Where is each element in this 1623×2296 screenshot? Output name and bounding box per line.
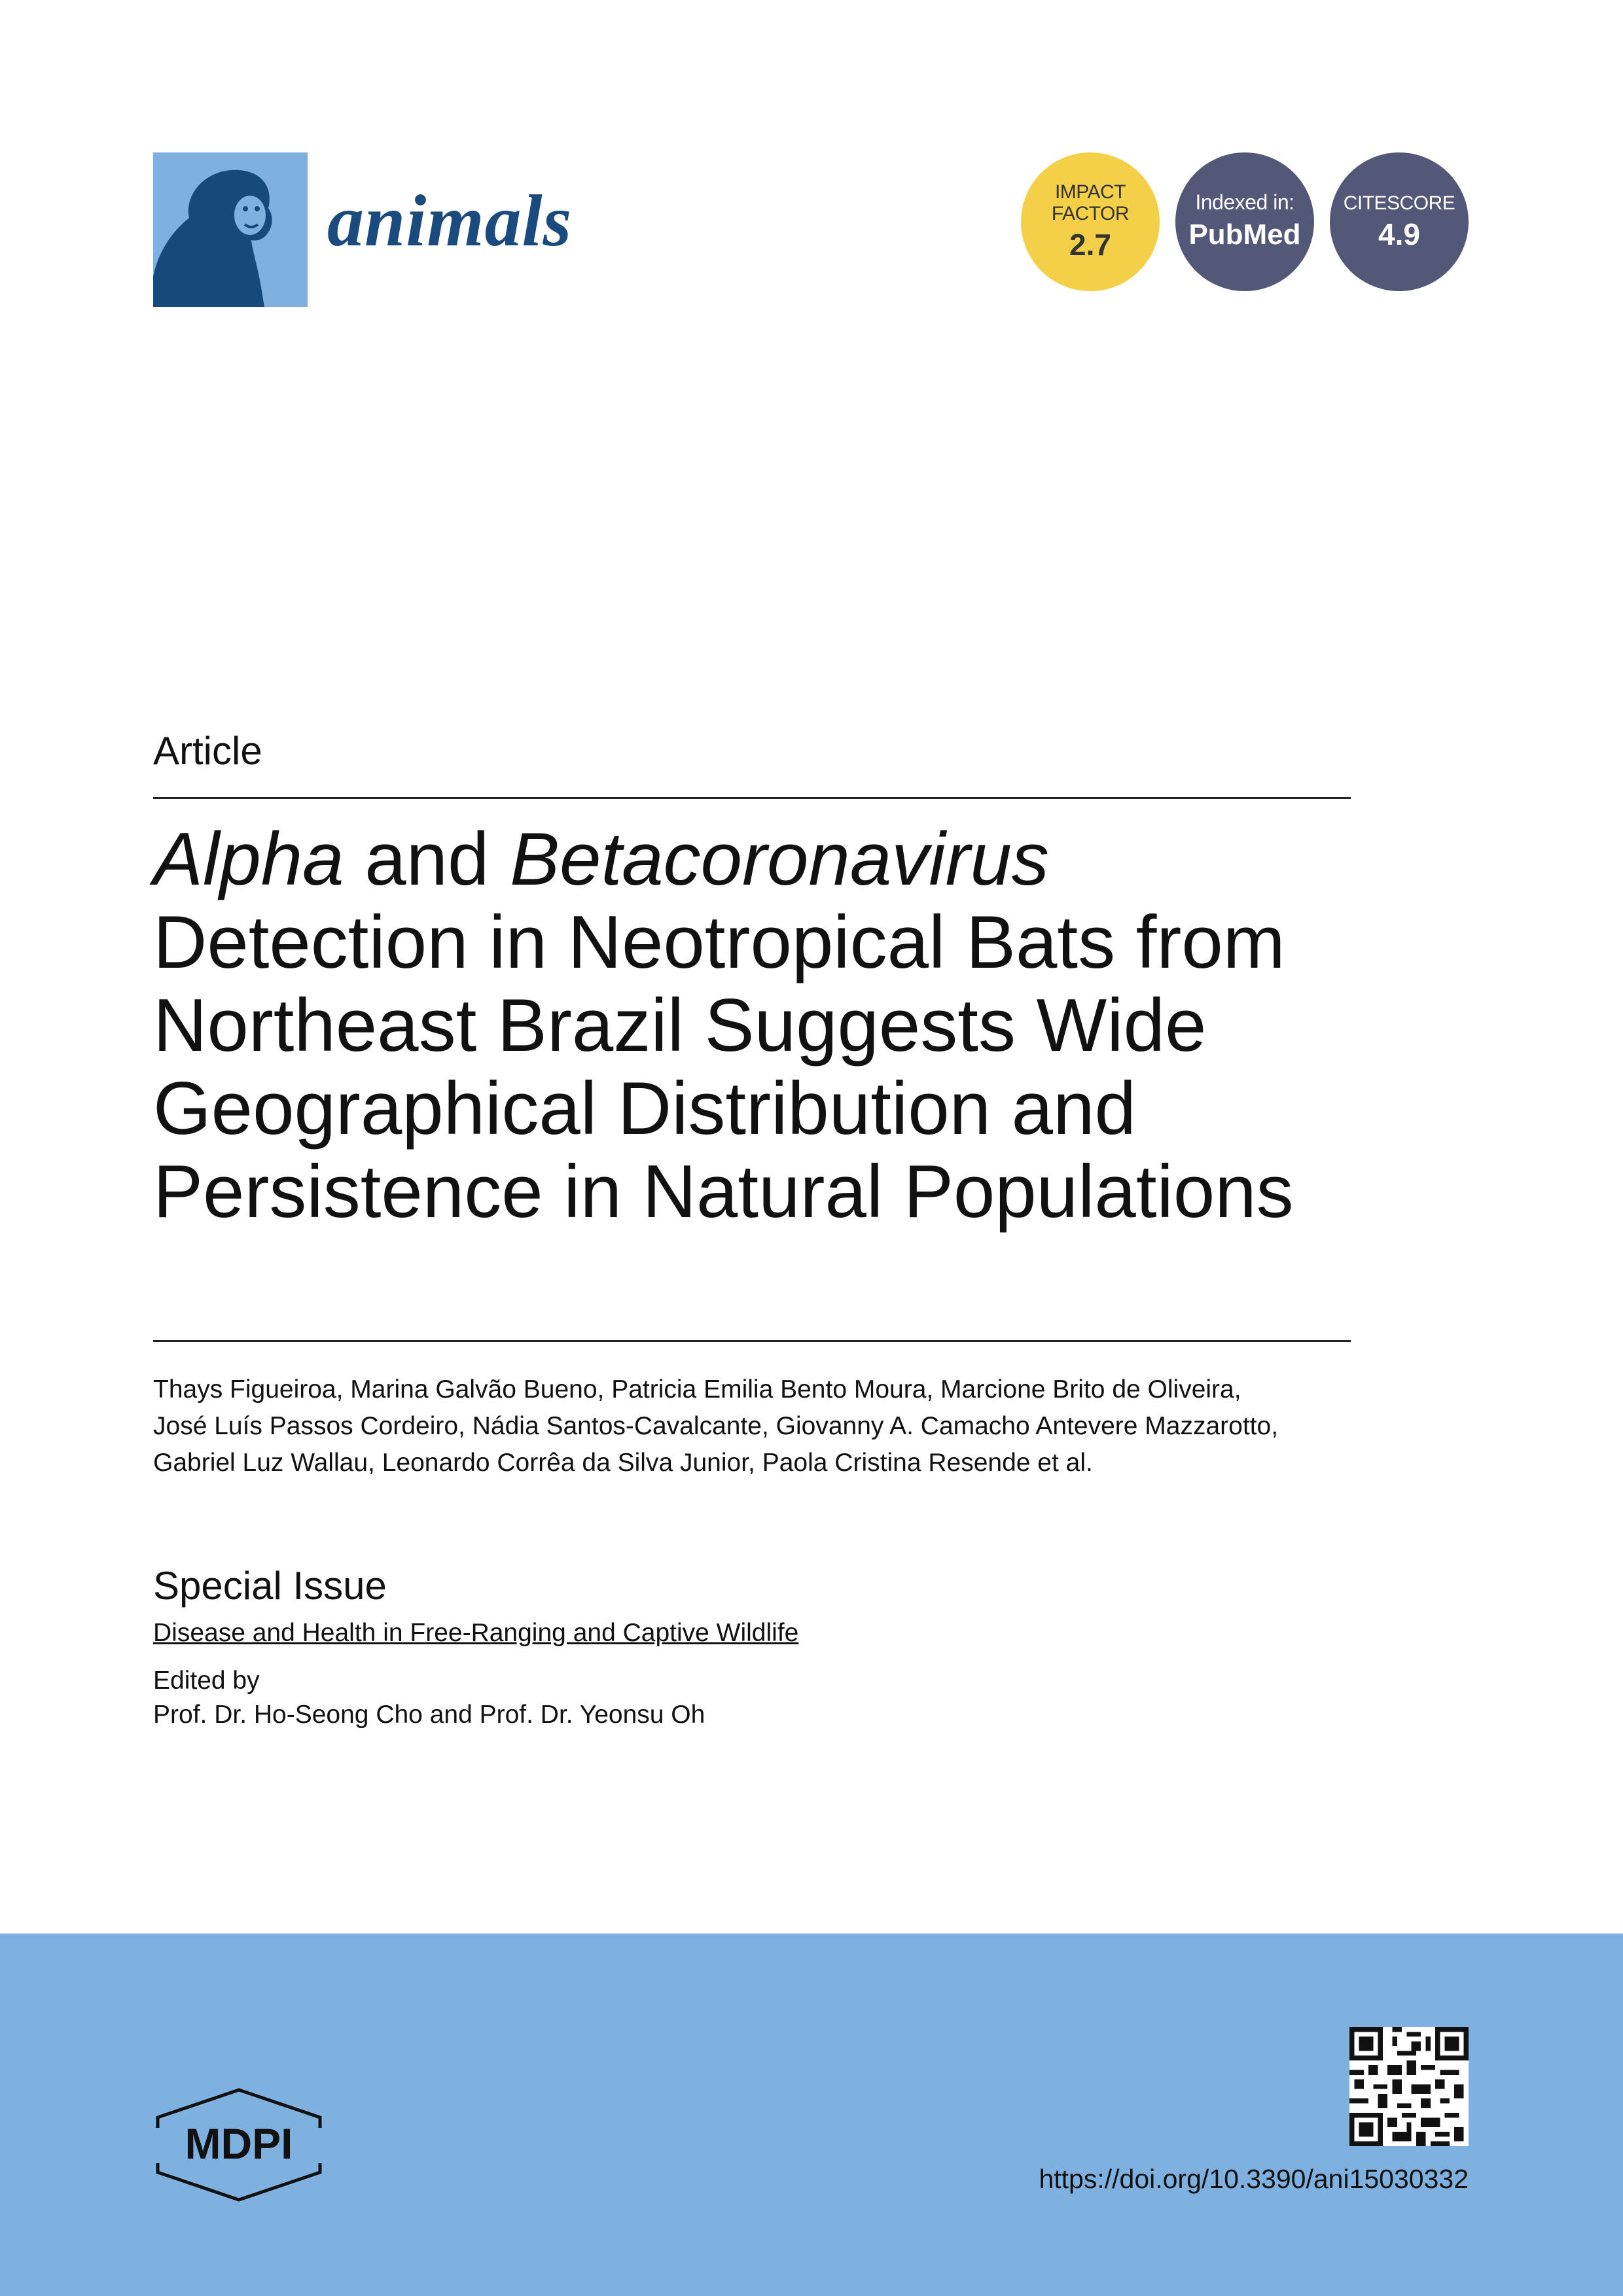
special-issue-link[interactable]: Disease and Health in Free-Ranging and Captive Wildlife <box>153 1619 799 1647</box>
title-line-2: Detection in Neotropical Bats from <box>153 901 1285 984</box>
author-list <box>153 1371 1370 1481</box>
pubmed-label: PubMed <box>1188 218 1301 251</box>
qr-code-icon[interactable] <box>1349 2027 1469 2146</box>
article-type: Article <box>153 729 262 773</box>
title-divider-bottom <box>153 1340 1351 1342</box>
chimpanzee-icon <box>153 152 308 307</box>
pubmed-badge[interactable] <box>1175 152 1314 291</box>
doi-link[interactable]: https://doi.org/10.3390/ani15030332 <box>1039 2164 1469 2194</box>
author-line-1[interactable]: Thays Figueiroa, Marina Galvão Bueno, Patricia Emilia Bento Moura, Marcione Brito de Oliveira, <box>153 1375 1241 1404</box>
citescore-label: CITESCORE <box>1343 192 1455 214</box>
author-line-2[interactable]: José Luís Passos Cordeiro, Nádia Santos-Cavalcante, Giovanny A. Camacho Antevere Mazzarotto, <box>153 1412 1279 1440</box>
article-title <box>153 818 1351 1233</box>
editors[interactable]: Prof. Dr. Ho-Seong Cho and Prof. Dr. Yeonsu Oh <box>153 1701 705 1729</box>
mdpi-logo-text: MDPI <box>185 2119 293 2168</box>
edited-by-label: Edited by <box>153 1667 260 1695</box>
author-line-3[interactable]: Gabriel Luz Wallau, Leonardo Corrêa da Silva Junior, Paola Cristina Resende et al. <box>153 1449 1093 1477</box>
title-and: and <box>344 818 510 901</box>
title-italic-beta: Betacoronavirus <box>510 818 1049 901</box>
citescore-value: 4.9 <box>1378 217 1420 251</box>
journal-name[interactable]: animals <box>327 181 573 262</box>
title-divider-top <box>153 797 1351 799</box>
impact-factor-value: 2.7 <box>1069 228 1111 262</box>
special-issue-label: Special Issue <box>153 1564 387 1608</box>
title-line-5: Persistence in Natural Populations <box>153 1150 1294 1233</box>
impact-factor-label-2: FACTOR <box>1051 203 1130 224</box>
citescore-badge[interactable] <box>1330 152 1469 291</box>
mdpi-logo[interactable] <box>153 2087 325 2202</box>
journal-logo <box>153 152 308 307</box>
title-line-4: Geographical Distribution and <box>153 1067 1136 1150</box>
title-line-3: Northeast Brazil Suggests Wide <box>153 984 1207 1067</box>
title-italic-alpha: Alpha <box>153 818 344 901</box>
impact-factor-label-1: IMPACT <box>1054 181 1126 203</box>
indexed-in-label: Indexed in: <box>1195 190 1294 214</box>
impact-factor-badge[interactable] <box>1021 152 1160 291</box>
